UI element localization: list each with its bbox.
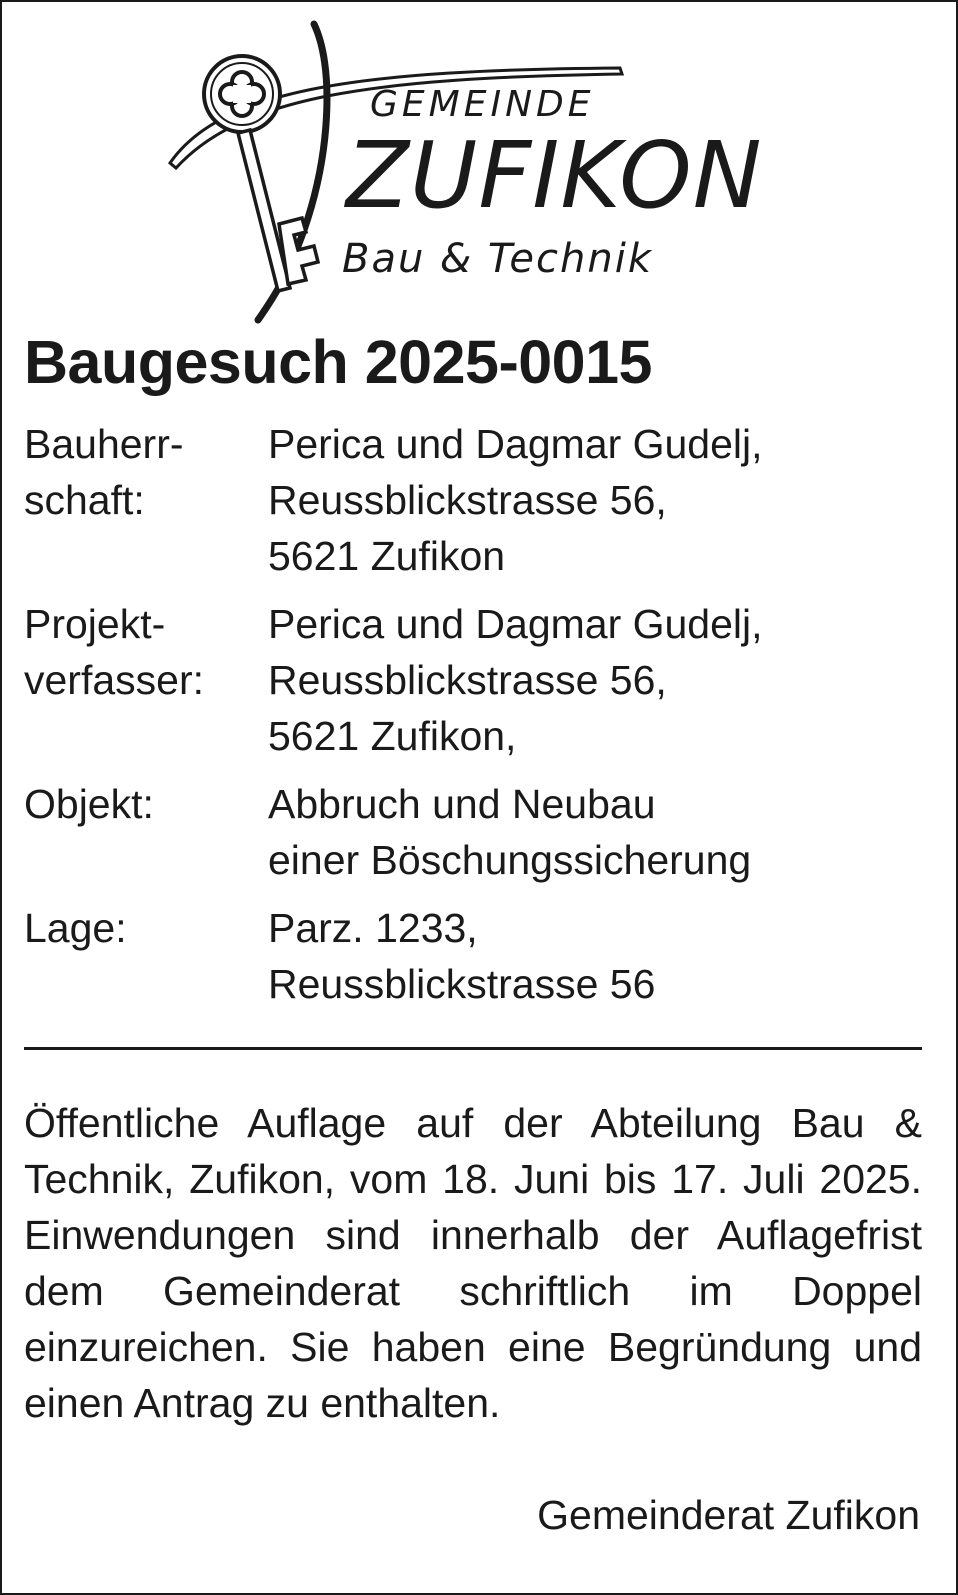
signature: Gemeinderat Zufikon: [537, 1492, 920, 1538]
field-value-line: Reussblickstrasse 56: [268, 961, 656, 1007]
field-value-line: 5621 Zufikon,: [268, 713, 517, 759]
field-label: [24, 900, 127, 956]
field-bauherrschaft: [24, 416, 924, 584]
field-label: [24, 776, 154, 832]
field-objekt: [24, 776, 924, 888]
field-value-line: Perica und Dagmar Gudelj,: [268, 601, 763, 647]
field-label-line: verfasser:: [24, 657, 204, 703]
logo-department-text: Bau & Technik: [342, 236, 653, 282]
field-lage: [24, 900, 924, 1012]
field-label-line: Projekt-: [24, 601, 166, 647]
field-label: [24, 416, 184, 528]
municipality-logo: [162, 18, 802, 328]
field-projektverfasser: [24, 596, 924, 764]
field-value: [268, 416, 924, 584]
field-label-line: Objekt:: [24, 781, 154, 827]
field-value-line: einer Böschungssicherung: [268, 837, 752, 883]
field-value-line: Reussblickstrasse 56,: [268, 477, 667, 523]
field-value-line: Parz. 1233,: [268, 905, 478, 951]
logo-municipality-name: ZUFIKON: [346, 122, 763, 229]
divider: [24, 1047, 922, 1050]
public-notice-text: Öffentliche Auflage auf der Abteilung Bau & Technik, Zufikon, vom 18. Juni bis 17. Juli 2025. Einwendungen sind innerhalb der Auflagefrist dem Gemeinderat schriftlich im Doppel einzureichen. Sie haben eine Begründung und einen Antrag zu enthalten.: [24, 1100, 922, 1426]
page-title: Baugesuch 2025-0015: [24, 328, 652, 396]
field-label: [24, 596, 204, 708]
field-label-line: Bauherr-: [24, 421, 184, 467]
application-details: [24, 416, 924, 1024]
field-value-line: Reussblickstrasse 56,: [268, 657, 667, 703]
field-label-line: Lage:: [24, 905, 127, 951]
field-label-line: schaft:: [24, 477, 145, 523]
field-value-line: Perica und Dagmar Gudelj,: [268, 421, 763, 467]
field-value: [268, 776, 924, 888]
field-value-line: Abbruch und Neubau: [268, 781, 656, 827]
field-value-line: 5621 Zufikon: [268, 533, 506, 579]
logo-gemeinde-text: GEMEINDE: [370, 84, 595, 125]
field-value: [268, 900, 924, 1012]
field-value: [268, 596, 924, 764]
